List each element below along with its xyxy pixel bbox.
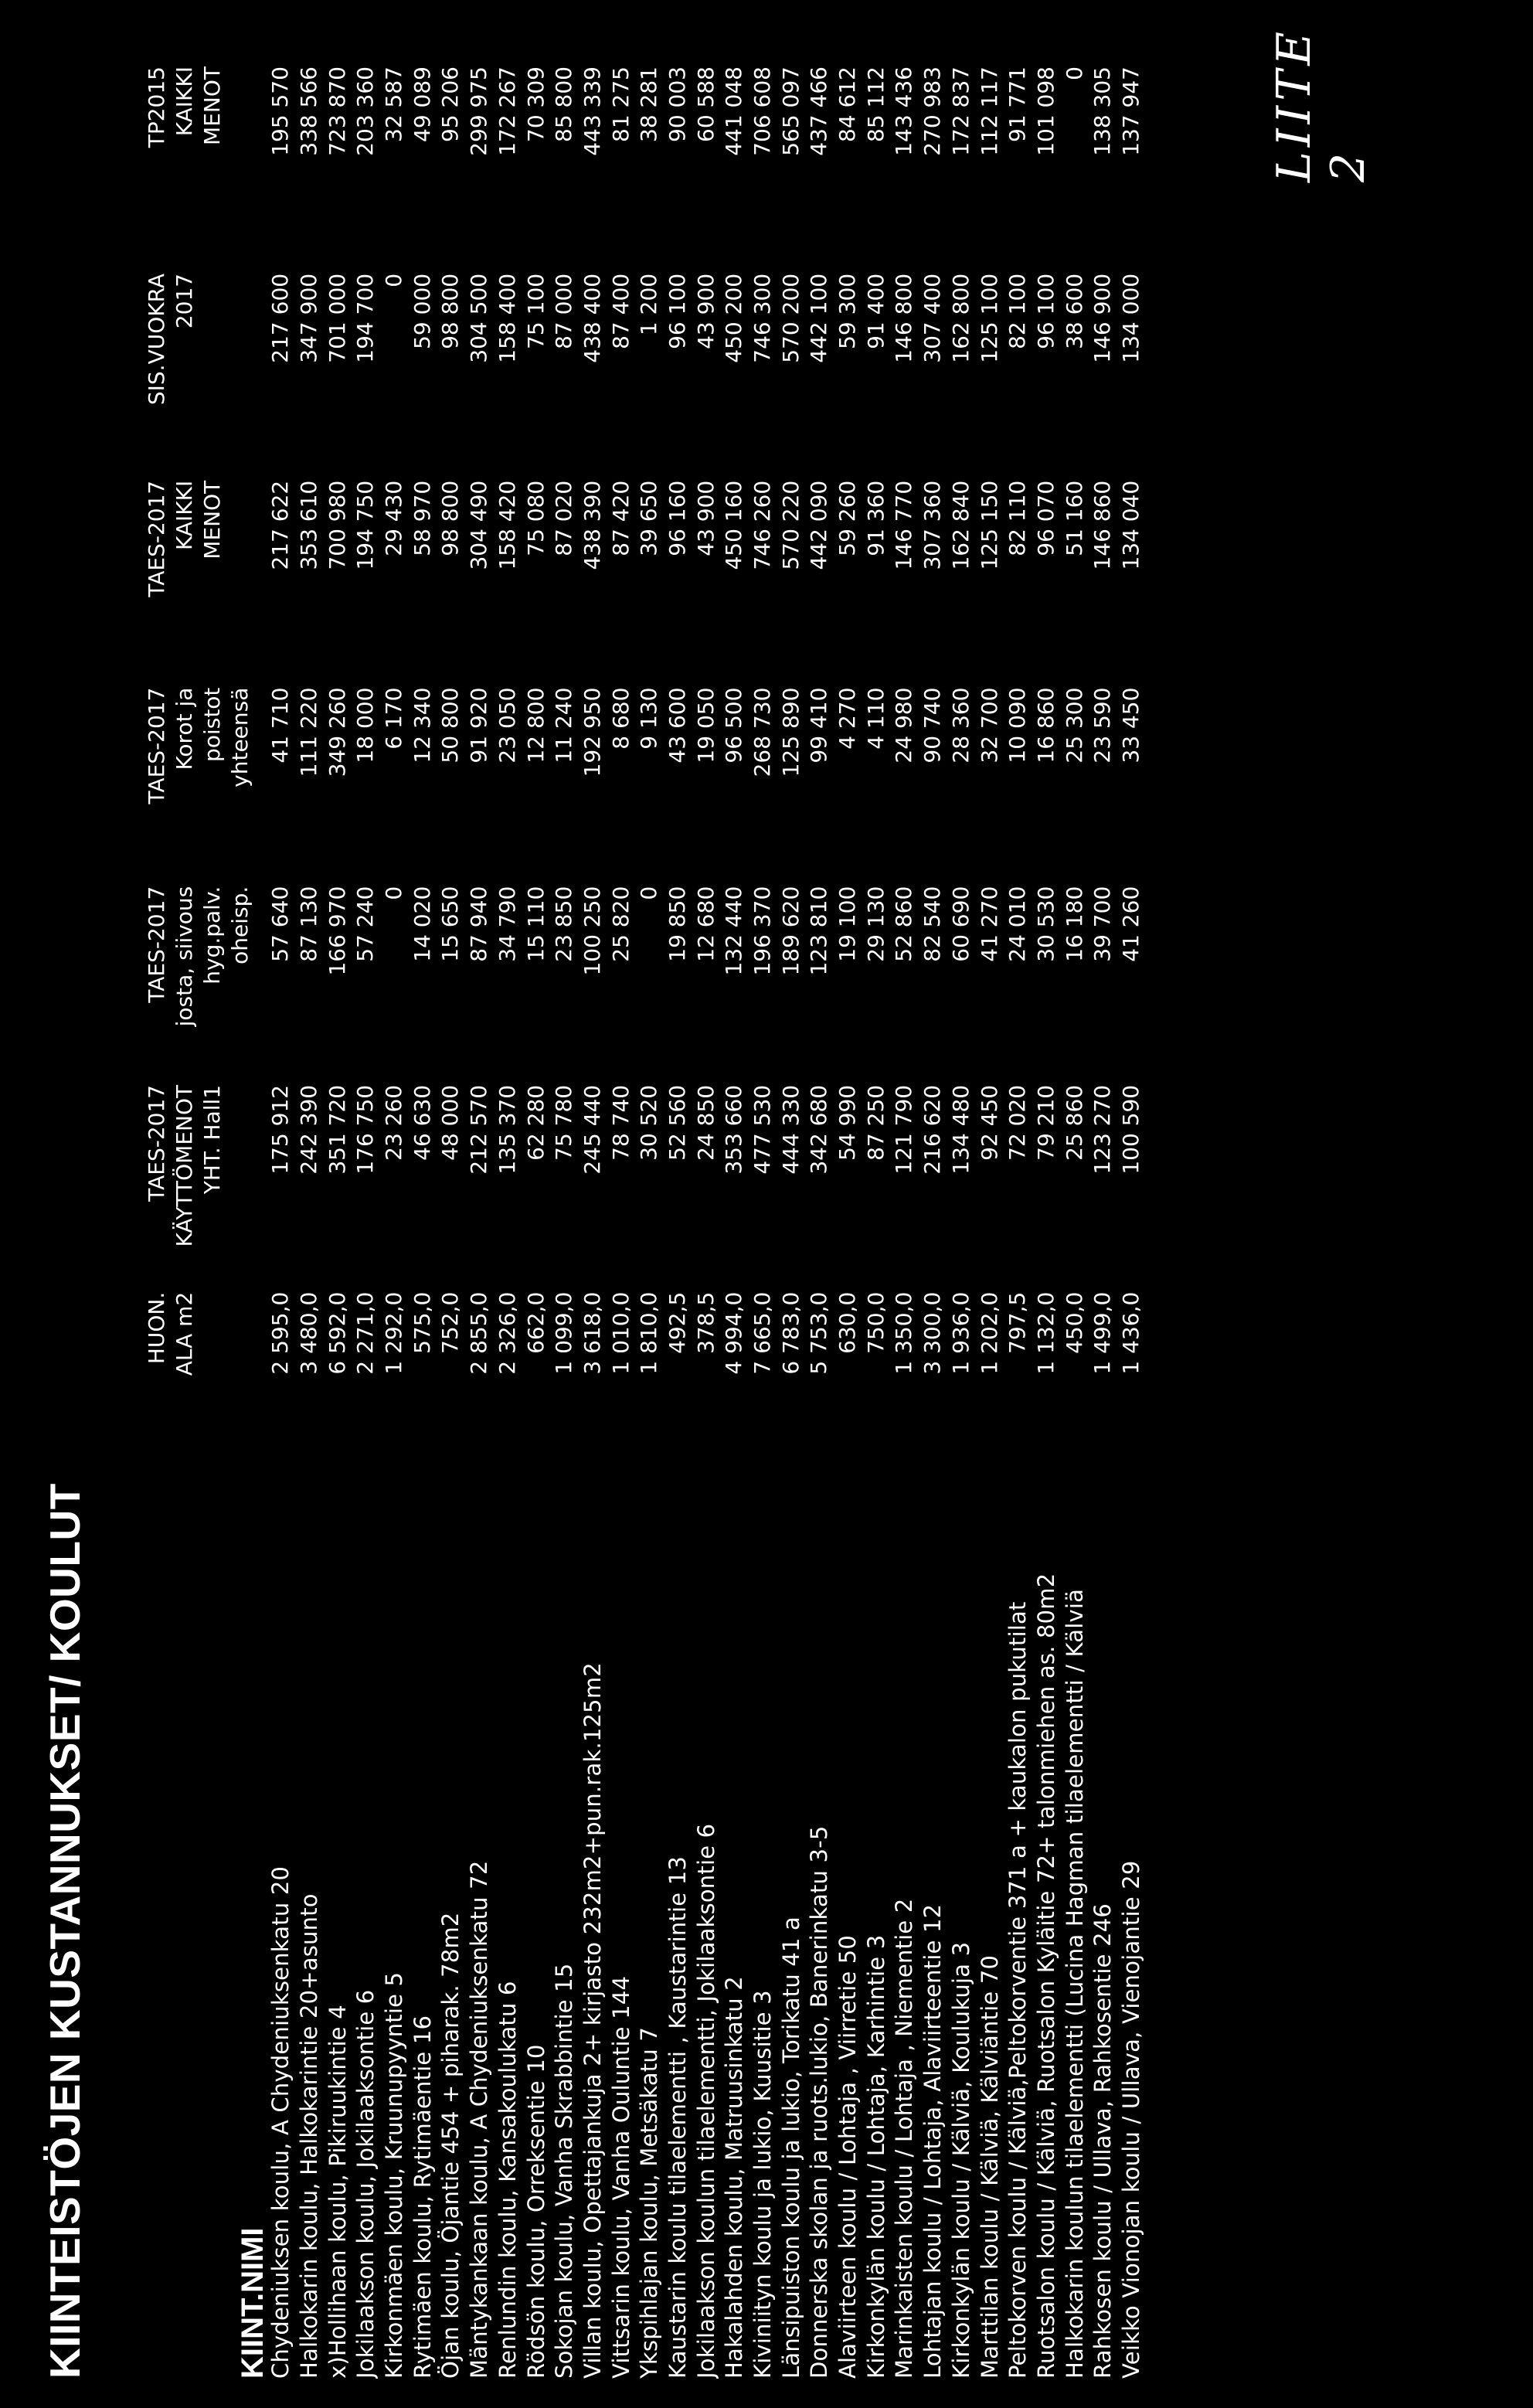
cell-ala: 2 595,0	[267, 1291, 294, 1375]
cell-ala: 3 618,0	[579, 1291, 605, 1375]
cell-korot: 91 920	[466, 687, 492, 764]
cell-ala: 6 783,0	[777, 1291, 804, 1375]
cell-korot: 32 700	[976, 687, 1002, 764]
cell-siivous: 52 860	[891, 886, 917, 962]
cell-kayttomenot: 30 520	[636, 1084, 662, 1161]
table-row	[267, 60, 295, 2379]
cell-kayttomenot: 62 280	[522, 1084, 549, 1161]
cell-name: Vittsarin koulu, Vanha Ouluntie 144	[607, 1975, 634, 2379]
cell-kayttomenot: 75 780	[551, 1084, 577, 1161]
cell-kaikki-menot: 98 800	[437, 480, 464, 556]
cell-korot: 4 270	[834, 687, 861, 750]
cell-kaikki-menot: 570 220	[777, 480, 804, 570]
cell-siivous: 60 690	[947, 886, 974, 962]
cell-name: Rahkosen koulu / Ullava, Rahkosentie 246	[1089, 1903, 1117, 2379]
cell-kaikki-menot: 162 840	[947, 480, 974, 570]
table-row	[720, 60, 749, 2379]
cell-name: Ruotsalon koulu / Kälviä, Ruotsalon Kyläitie 72+ talonmiehen as. 80m2	[1032, 1573, 1059, 2379]
cell-vuokra: 442 100	[806, 273, 832, 363]
header-nimi: KIINT.NIMI	[236, 2227, 270, 2379]
cell-kaikki-menot: 87 420	[607, 480, 634, 556]
cell-vuokra: 570 200	[777, 273, 804, 363]
cell-kaikki-menot: 91 360	[862, 480, 889, 556]
cell-vuokra: 217 600	[267, 273, 294, 363]
cost-table	[143, 60, 1145, 2379]
cell-siivous: 24 010	[1004, 886, 1031, 962]
cell-kayttomenot: 351 720	[324, 1084, 350, 1175]
cell-ala: 5 753,0	[806, 1291, 832, 1375]
cell-tp2015: 85 112	[862, 66, 889, 142]
header-kayttomenot: TAES-2017 KÄYTTÖMENOT YHT. Hall1	[144, 1084, 225, 1247]
cell-tp2015: 203 360	[352, 66, 379, 156]
cell-siivous: 100 250	[579, 886, 605, 976]
cell-siivous: 25 820	[607, 886, 634, 962]
cell-kaikki-menot: 125 150	[976, 480, 1002, 570]
cell-ala: 378,5	[692, 1291, 719, 1354]
cell-ala: 2 271,0	[352, 1291, 379, 1375]
cell-name: Lohtajan koulu / Lohtaja, Alaviirteentie 12	[919, 1903, 947, 2379]
cell-ala: 6 592,0	[324, 1291, 350, 1375]
cell-korot: 16 860	[1032, 687, 1059, 764]
table-row	[522, 60, 550, 2379]
cell-kaikki-menot: 438 390	[579, 480, 605, 570]
table-row	[890, 60, 919, 2379]
cell-tp2015: 565 097	[777, 66, 804, 156]
cell-vuokra: 43 900	[692, 273, 719, 349]
table-row	[692, 60, 720, 2379]
table-row	[975, 60, 1004, 2379]
cell-kaikki-menot: 158 420	[494, 480, 520, 570]
cell-kaikki-menot: 29 430	[381, 480, 407, 556]
cell-name: Jokilaakson koulu, Jokilaaksontie 6	[352, 1989, 379, 2379]
cell-kaikki-menot: 75 080	[522, 480, 549, 556]
cell-tp2015: 723 870	[324, 66, 350, 156]
cell-tp2015: 60 588	[692, 66, 719, 142]
cell-siivous: 189 620	[777, 886, 804, 976]
cell-tp2015: 32 587	[381, 66, 407, 142]
cell-name: Länsipuiston koulu ja lukio, Torikatu 41 a	[777, 1916, 804, 2379]
cell-siivous: 196 370	[750, 886, 776, 976]
cell-tp2015: 101 098	[1032, 66, 1059, 156]
cell-kayttomenot: 342 680	[806, 1084, 832, 1175]
header-row	[143, 60, 267, 2379]
cell-vuokra: 438 400	[579, 273, 605, 363]
cell-kaikki-menot: 146 770	[891, 480, 917, 570]
cell-ala: 575,0	[409, 1291, 435, 1354]
cell-name: Halkokarin koulu, Halkokarintie 20+asunto	[296, 1893, 323, 2379]
cell-name: Mäntykankaan koulu, A Chydeniuksenkatu 72	[466, 1860, 493, 2379]
cell-siivous: 19 100	[834, 886, 861, 962]
cell-vuokra: 1 200	[636, 273, 662, 336]
table-row	[919, 60, 947, 2379]
cell-vuokra: 146 800	[891, 273, 917, 363]
cell-kayttomenot: 52 560	[664, 1084, 690, 1161]
cell-korot: 11 240	[551, 687, 577, 764]
cell-siivous: 12 680	[692, 886, 719, 962]
cell-name: Kirkonmäen koulu, Kruunupyyntie 5	[381, 1971, 408, 2379]
cell-name: Marttilan koulu / Kälviä, Kälviäntie 70	[976, 1954, 1003, 2379]
cell-kaikki-menot: 43 900	[692, 480, 719, 556]
cell-kaikki-menot: 96 070	[1032, 480, 1059, 556]
cell-kaikki-menot: 304 490	[466, 480, 492, 570]
cell-name: Peltokorven koulu / Kälviä,Peltokorventie 371 a + kaukalon pukutilat	[1004, 1601, 1032, 2379]
cell-tp2015: 443 339	[579, 66, 605, 156]
cell-name: Donnerska skolan ja ruots.lukio, Banerinkatu 3-5	[806, 1825, 833, 2379]
cell-vuokra: 194 700	[352, 273, 379, 363]
cell-siivous: 87 130	[296, 886, 322, 962]
cell-kayttomenot: 100 590	[1117, 1084, 1144, 1175]
cell-tp2015: 112 117	[976, 66, 1002, 156]
header-siivous: TAES-2017 josta, siivous hyg.palv. oheisp.	[144, 886, 253, 1027]
cell-siivous: 57 640	[267, 886, 294, 962]
cell-tp2015: 95 206	[437, 66, 464, 142]
cell-kaikki-menot: 134 040	[1117, 480, 1144, 570]
cell-name: Sokojan koulu, Vanha Skrabbintie 15	[551, 1963, 578, 2379]
cell-korot: 4 110	[862, 687, 889, 750]
cell-siivous: 39 700	[1089, 886, 1116, 962]
cell-kaikki-menot: 51 160	[1061, 480, 1087, 556]
cell-name: Chydeniuksen koulu, A Chydeniuksenkatu 20	[267, 1866, 294, 2379]
table-row	[352, 60, 380, 2379]
cell-kayttomenot: 176 750	[352, 1084, 379, 1175]
cell-siivous: 34 790	[494, 886, 520, 962]
cell-siivous: 0	[381, 886, 407, 900]
cell-vuokra: 304 500	[466, 273, 492, 363]
cell-vuokra: 59 300	[834, 273, 861, 349]
cell-tp2015: 195 570	[267, 66, 294, 156]
header-kaikki-menot: TAES-2017 KAIKKI MENOT	[144, 480, 225, 597]
cell-korot: 28 360	[947, 687, 974, 764]
cell-kayttomenot: 121 790	[891, 1084, 917, 1175]
header-korot: TAES-2017 Korot ja poistot yhteensä	[144, 687, 253, 804]
cell-siivous: 132 440	[721, 886, 747, 976]
cell-tp2015: 138 305	[1089, 66, 1116, 156]
table-row	[749, 60, 777, 2379]
cell-korot: 192 950	[579, 687, 605, 777]
cell-siivous: 41 270	[976, 886, 1002, 962]
table-row	[323, 60, 352, 2379]
cell-vuokra: 125 100	[976, 273, 1002, 363]
table-row	[805, 60, 834, 2379]
cell-vuokra: 98 800	[437, 273, 464, 349]
cell-ala: 1 132,0	[1032, 1291, 1059, 1375]
cell-name: Kiviniityn koulu ja lukio, Kuusitie 3	[750, 1990, 777, 2379]
cell-kaikki-menot: 59 260	[834, 480, 861, 556]
cell-name: Halkokarin koulun tilaelementti (Lucina Hagman tilaelementti / Kälviä	[1061, 1588, 1088, 2379]
cell-siivous: 41 260	[1117, 886, 1144, 962]
cell-tp2015: 90 003	[664, 66, 690, 142]
cell-korot: 268 730	[750, 687, 776, 777]
cell-tp2015: 84 612	[834, 66, 861, 142]
cell-vuokra: 347 900	[296, 273, 322, 363]
cell-name: Ykspihlajan koulu, Metsäkatu 7	[636, 2026, 663, 2379]
cell-kaikki-menot: 146 860	[1089, 480, 1116, 570]
cell-korot: 10 090	[1004, 687, 1031, 764]
cell-ala: 2 326,0	[494, 1291, 520, 1375]
cell-korot: 90 740	[919, 687, 946, 764]
cell-kaikki-menot: 58 970	[409, 480, 435, 556]
cell-tp2015: 91 771	[1004, 66, 1031, 142]
cell-korot: 96 500	[721, 687, 747, 764]
cell-name: Öjan koulu, Öjantie 454 + piharak. 78m2	[437, 1912, 464, 2379]
cell-kayttomenot: 242 390	[296, 1084, 322, 1175]
cell-ala: 4 994,0	[721, 1291, 747, 1375]
table-row	[579, 60, 607, 2379]
cell-tp2015: 172 837	[947, 66, 974, 156]
cell-kayttomenot: 353 660	[721, 1084, 747, 1175]
cell-name: Jokilaakson koulun tilaelementti, Jokilaaksontie 6	[692, 1823, 719, 2379]
table-row	[947, 60, 976, 2379]
cell-name: Marinkaisten koulu / Lohtaja , Niementie 2	[891, 1898, 918, 2379]
cell-ala: 630,0	[834, 1291, 861, 1354]
cell-korot: 12 340	[409, 687, 435, 764]
cell-name: Villan koulu, Opettajankuja 2+ kirjasto 232m2+pun.rak.125m2	[579, 1662, 606, 2379]
cell-siivous: 30 530	[1032, 886, 1059, 962]
cell-tp2015: 137 947	[1117, 66, 1144, 156]
table-row	[834, 60, 862, 2379]
cell-siivous: 166 970	[324, 886, 350, 976]
cell-kayttomenot: 78 740	[607, 1084, 634, 1161]
cell-korot: 9 130	[636, 687, 662, 750]
header-ala: HUON. ALA m2	[144, 1291, 197, 1376]
cell-kayttomenot: 25 860	[1061, 1084, 1087, 1161]
cell-name: Hakalahden koulu, Matruusinkatu 2	[721, 1976, 748, 2379]
cell-kayttomenot: 48 000	[437, 1084, 464, 1161]
cell-ala: 1 292,0	[381, 1291, 407, 1375]
cell-name: x)Hollihaan koulu, Pikiruukintie 4	[324, 2005, 351, 2379]
cell-korot: 349 260	[324, 687, 350, 777]
table-row	[607, 60, 635, 2379]
cell-tp2015: 706 608	[750, 66, 776, 156]
cell-name: Alaviirteen koulu / Lohtaja , Viirretie 50	[834, 1934, 862, 2379]
cell-vuokra: 307 400	[919, 273, 946, 363]
cell-kayttomenot: 79 210	[1032, 1084, 1059, 1161]
table-row	[295, 60, 324, 2379]
cell-kaikki-menot: 746 260	[750, 480, 776, 570]
cell-kayttomenot: 123 270	[1089, 1084, 1116, 1175]
cell-vuokra: 75 100	[522, 273, 549, 349]
cell-tp2015: 441 048	[721, 66, 747, 156]
cell-korot: 23 050	[494, 687, 520, 764]
cell-siivous: 29 130	[862, 886, 889, 962]
header-tp2015: TP2015 KAIKKI MENOT	[144, 66, 225, 148]
cell-kayttomenot: 444 330	[777, 1084, 804, 1175]
table-row	[437, 60, 465, 2379]
cell-kaikki-menot: 96 160	[664, 480, 690, 556]
cell-vuokra: 146 900	[1089, 273, 1116, 363]
table-row	[1004, 60, 1032, 2379]
cell-korot: 33 450	[1117, 687, 1144, 764]
cell-ala: 492,5	[664, 1291, 690, 1354]
cell-vuokra: 134 000	[1117, 273, 1144, 363]
page-title: KIINTEISTÖJEN KUSTANNUKSET/ KOULUT	[41, 1483, 89, 2379]
cell-tp2015: 38 281	[636, 66, 662, 142]
cell-kaikki-menot: 353 610	[296, 480, 322, 570]
cell-kayttomenot: 175 912	[267, 1084, 294, 1175]
cell-siivous: 19 850	[664, 886, 690, 962]
cell-vuokra: 158 400	[494, 273, 520, 363]
cell-name: Kirkonkylän koulu / Kälviä, Koulukuja 3	[947, 1941, 974, 2379]
cell-siivous: 16 180	[1061, 886, 1087, 962]
table-row	[635, 60, 664, 2379]
cell-kayttomenot: 87 250	[862, 1084, 889, 1161]
table-row	[1117, 60, 1146, 2379]
table-row	[777, 60, 805, 2379]
cell-kayttomenot: 54 990	[834, 1084, 861, 1161]
cell-vuokra: 87 000	[551, 273, 577, 349]
cell-tp2015: 70 309	[522, 66, 549, 142]
cell-kaikki-menot: 307 360	[919, 480, 946, 570]
cell-name: Kirkonkylän koulu / Lohtaja, Karhintie 3	[862, 1934, 889, 2379]
cell-kaikki-menot: 217 622	[267, 480, 294, 570]
cell-siivous: 82 540	[919, 886, 946, 962]
cell-tp2015: 270 983	[919, 66, 946, 156]
cell-name: Rytimäen koulu, Rytimäentie 16	[409, 2015, 436, 2379]
cell-ala: 1 936,0	[947, 1291, 974, 1375]
cell-korot: 24 980	[891, 687, 917, 764]
cell-kayttomenot: 245 440	[579, 1084, 605, 1175]
cell-tp2015: 143 436	[891, 66, 917, 156]
cell-kaikki-menot: 194 750	[352, 480, 379, 570]
cell-kaikki-menot: 87 020	[551, 480, 577, 556]
cell-vuokra: 82 100	[1004, 273, 1031, 349]
table-row	[1032, 60, 1061, 2379]
cell-siivous: 57 240	[352, 886, 379, 962]
cell-tp2015: 49 089	[409, 66, 435, 142]
handwritten-annotation: LIITE 2	[1267, 26, 1375, 182]
cell-ala: 662,0	[522, 1291, 549, 1354]
cell-korot: 12 800	[522, 687, 549, 764]
cell-siivous: 15 110	[522, 886, 549, 962]
cell-siivous: 15 650	[437, 886, 464, 962]
cell-korot: 6 170	[381, 687, 407, 750]
cell-siivous: 0	[636, 886, 662, 900]
table-row	[1089, 60, 1117, 2379]
cell-vuokra: 450 200	[721, 273, 747, 363]
cell-kaikki-menot: 700 980	[324, 480, 350, 570]
cell-ala: 1 499,0	[1089, 1291, 1116, 1375]
cell-kaikki-menot: 450 160	[721, 480, 747, 570]
cell-kayttomenot: 24 850	[692, 1084, 719, 1161]
table-row	[380, 60, 409, 2379]
cell-vuokra: 0	[381, 273, 407, 287]
cell-vuokra: 38 600	[1061, 273, 1087, 349]
cell-kayttomenot: 216 620	[919, 1084, 946, 1175]
cell-ala: 450,0	[1061, 1291, 1087, 1354]
cell-kayttomenot: 212 570	[466, 1084, 492, 1175]
cell-ala: 7 665,0	[750, 1291, 776, 1375]
cell-kaikki-menot: 39 650	[636, 480, 662, 556]
table-row	[550, 60, 579, 2379]
cell-tp2015: 437 466	[806, 66, 832, 156]
cell-korot: 125 890	[777, 687, 804, 777]
cell-korot: 25 300	[1061, 687, 1087, 764]
cell-kayttomenot: 134 480	[947, 1084, 974, 1175]
cell-kayttomenot: 46 630	[409, 1084, 435, 1161]
cell-vuokra: 162 800	[947, 273, 974, 363]
cell-name: Rödsön koulu, Orreksentie 10	[522, 2044, 549, 2379]
cell-tp2015: 81 275	[607, 66, 634, 142]
cell-tp2015: 299 975	[466, 66, 492, 156]
cell-kayttomenot: 23 260	[381, 1084, 407, 1161]
cell-vuokra: 91 400	[862, 273, 889, 349]
cell-siivous: 87 940	[466, 886, 492, 962]
cell-siivous: 14 020	[409, 886, 435, 962]
table-row	[1060, 60, 1089, 2379]
cell-kayttomenot: 135 370	[494, 1084, 520, 1175]
cell-kaikki-menot: 82 110	[1004, 480, 1031, 556]
cell-vuokra: 96 100	[664, 273, 690, 349]
cell-ala: 3 480,0	[296, 1291, 322, 1375]
cell-vuokra: 746 300	[750, 273, 776, 363]
cell-korot: 8 680	[607, 687, 634, 750]
cell-kayttomenot: 477 530	[750, 1084, 776, 1175]
cell-ala: 1 436,0	[1117, 1291, 1144, 1375]
table-row	[494, 60, 522, 2379]
cell-ala: 1 810,0	[636, 1291, 662, 1375]
cell-korot: 99 410	[806, 687, 832, 764]
cell-name: Kaustarin koulu tilaelementti , Kaustarintie 13	[664, 1855, 691, 2379]
cell-vuokra: 96 100	[1032, 273, 1059, 349]
header-vuokra: SIS.VUOKRA 2017	[144, 273, 197, 406]
cell-tp2015: 0	[1061, 66, 1087, 80]
cell-korot: 23 590	[1089, 687, 1116, 764]
cell-korot: 111 220	[296, 687, 322, 777]
cell-tp2015: 338 566	[296, 66, 322, 156]
cell-siivous: 123 810	[806, 886, 832, 976]
cell-korot: 41 710	[267, 687, 294, 764]
cell-ala: 3 300,0	[919, 1291, 946, 1375]
cell-ala: 797,5	[1004, 1291, 1031, 1354]
cell-ala: 752,0	[437, 1291, 464, 1354]
cell-name: Veikko Vionojan koulu / Ullava, Vienojantie 29	[1117, 1860, 1144, 2379]
cell-ala: 1 010,0	[607, 1291, 634, 1375]
cell-korot: 43 600	[664, 687, 690, 764]
cell-siivous: 23 850	[551, 886, 577, 962]
cell-tp2015: 85 800	[551, 66, 577, 142]
cell-korot: 18 000	[352, 687, 379, 764]
cell-name: Renlundin koulu, Kansakoulukatu 6	[494, 1981, 521, 2379]
cell-kaikki-menot: 442 090	[806, 480, 832, 570]
table-row	[408, 60, 437, 2379]
table-row	[664, 60, 692, 2379]
table-row	[862, 60, 890, 2379]
cell-ala: 2 855,0	[466, 1291, 492, 1375]
cell-ala: 1 350,0	[891, 1291, 917, 1375]
cell-vuokra: 59 000	[409, 273, 435, 349]
cell-ala: 750,0	[862, 1291, 889, 1354]
cell-kayttomenot: 92 450	[976, 1084, 1002, 1161]
cell-korot: 50 800	[437, 687, 464, 764]
cell-ala: 1 202,0	[976, 1291, 1002, 1375]
cell-ala: 1 099,0	[551, 1291, 577, 1375]
cell-tp2015: 172 267	[494, 66, 520, 156]
cell-kayttomenot: 72 020	[1004, 1084, 1031, 1161]
cell-korot: 19 050	[692, 687, 719, 764]
cell-vuokra: 701 000	[324, 273, 350, 363]
cell-vuokra: 87 400	[607, 273, 634, 349]
table-row	[465, 60, 494, 2379]
